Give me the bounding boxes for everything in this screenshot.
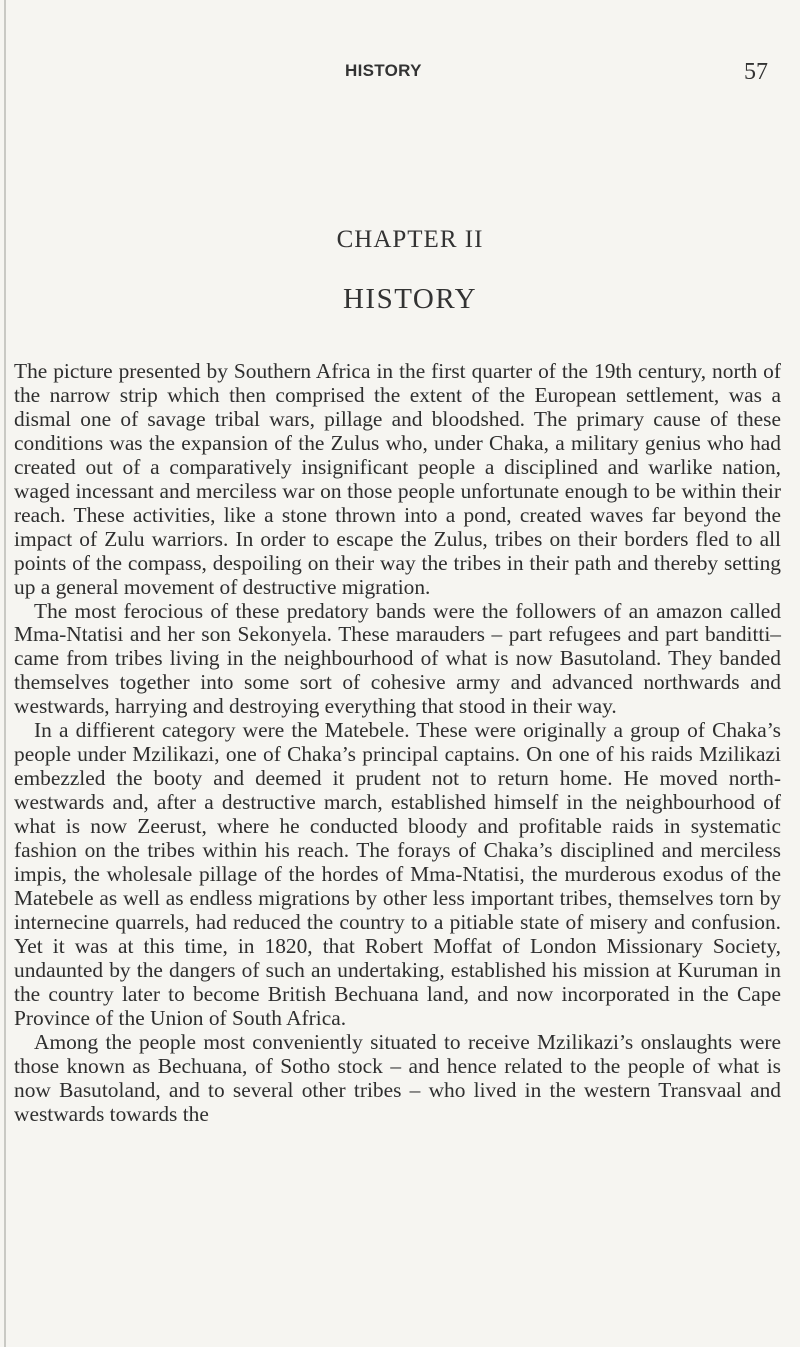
paragraph: The most ferocious of these predatory bands were the followers of an amazon called Mma-Ntatisi and her son Sekonyela. These marauders – part refugees and part banditti–came from tribes living in the neighbourhood of what is now Basutoland. They banded themselves together into some sort of cohesive army and advanced northwards and westwards, harrying and destroying everything that stood in their way.: [14, 598, 781, 719]
paragraph: Among the people most conveniently situated to receive Mzilikazi’s onslaughts were those known as Bechuana, of Sotho stock – and hence related to the people of what is now Basutoland, and to several other tribes – who lived in the western Transvaal and westwards towards the: [14, 1029, 781, 1126]
paragraph: The picture presented by Southern Africa in the first quarter of the 19th century, north of the narrow strip which then comprised the extent of the European settlement, was a dismal one of savage tribal wars, pillage and bloodshed. The primary cause of these conditions was the expansion of the Zulus who, under Chaka, a military genius who had created out of a comparatively insignificant people a disciplined and warlike nation, waged incessant and merciless war on those people unfortunate enough to be within their reach. These activities, like a stone thrown into a pond, created waves far beyond the impact of Zulu warriors. In order to escape the Zulus, tribes on their borders fled to all points of the compass, despoiling on their way the tribes in their path and thereby setting up a general movement of destructive migration.: [14, 359, 781, 599]
chapter-label: CHAPTER II: [336, 226, 484, 253]
running-title: HISTORY: [345, 61, 422, 80]
page-edge-shadow: [4, 0, 6, 1347]
chapter-title: HISTORY: [342, 283, 478, 315]
running-head: [0, 61, 800, 91]
body-text: [14, 360, 781, 1127]
page-number: 57: [744, 59, 768, 85]
paragraph: In a diffierent category were the Matebele. These were originally a group of Chaka’s people under Mzilikazi, one of Chaka’s principal captains. On one of his raids Mzilikazi embezzled the booty and deemed it prudent not to return home. He moved north-westwards and, after a destructive march, established himself in the neighbourhood of what is now Zeerust, where he conducted bloody and profitable raids in systematic fashion on the tribes within his reach. The forays of Chaka’s disciplined and merciless impis, the wholesale pillage of the hordes of Mma-Ntatisi, the murderous exodus of the Matebele as well as endless migrations by other less important tribes, themselves torn by internecine quarrels, had reduced the country to a pitiable state of misery and confusion. Yet it was at this time, in 1820, that Robert Moffat of London Missionary Society, undaunted by the dangers of such an undertaking, established his mission at Kuruman in the country later to become British Bechuana land, and now incorporated in the Cape Province of the Union of South Africa.: [14, 718, 781, 1030]
